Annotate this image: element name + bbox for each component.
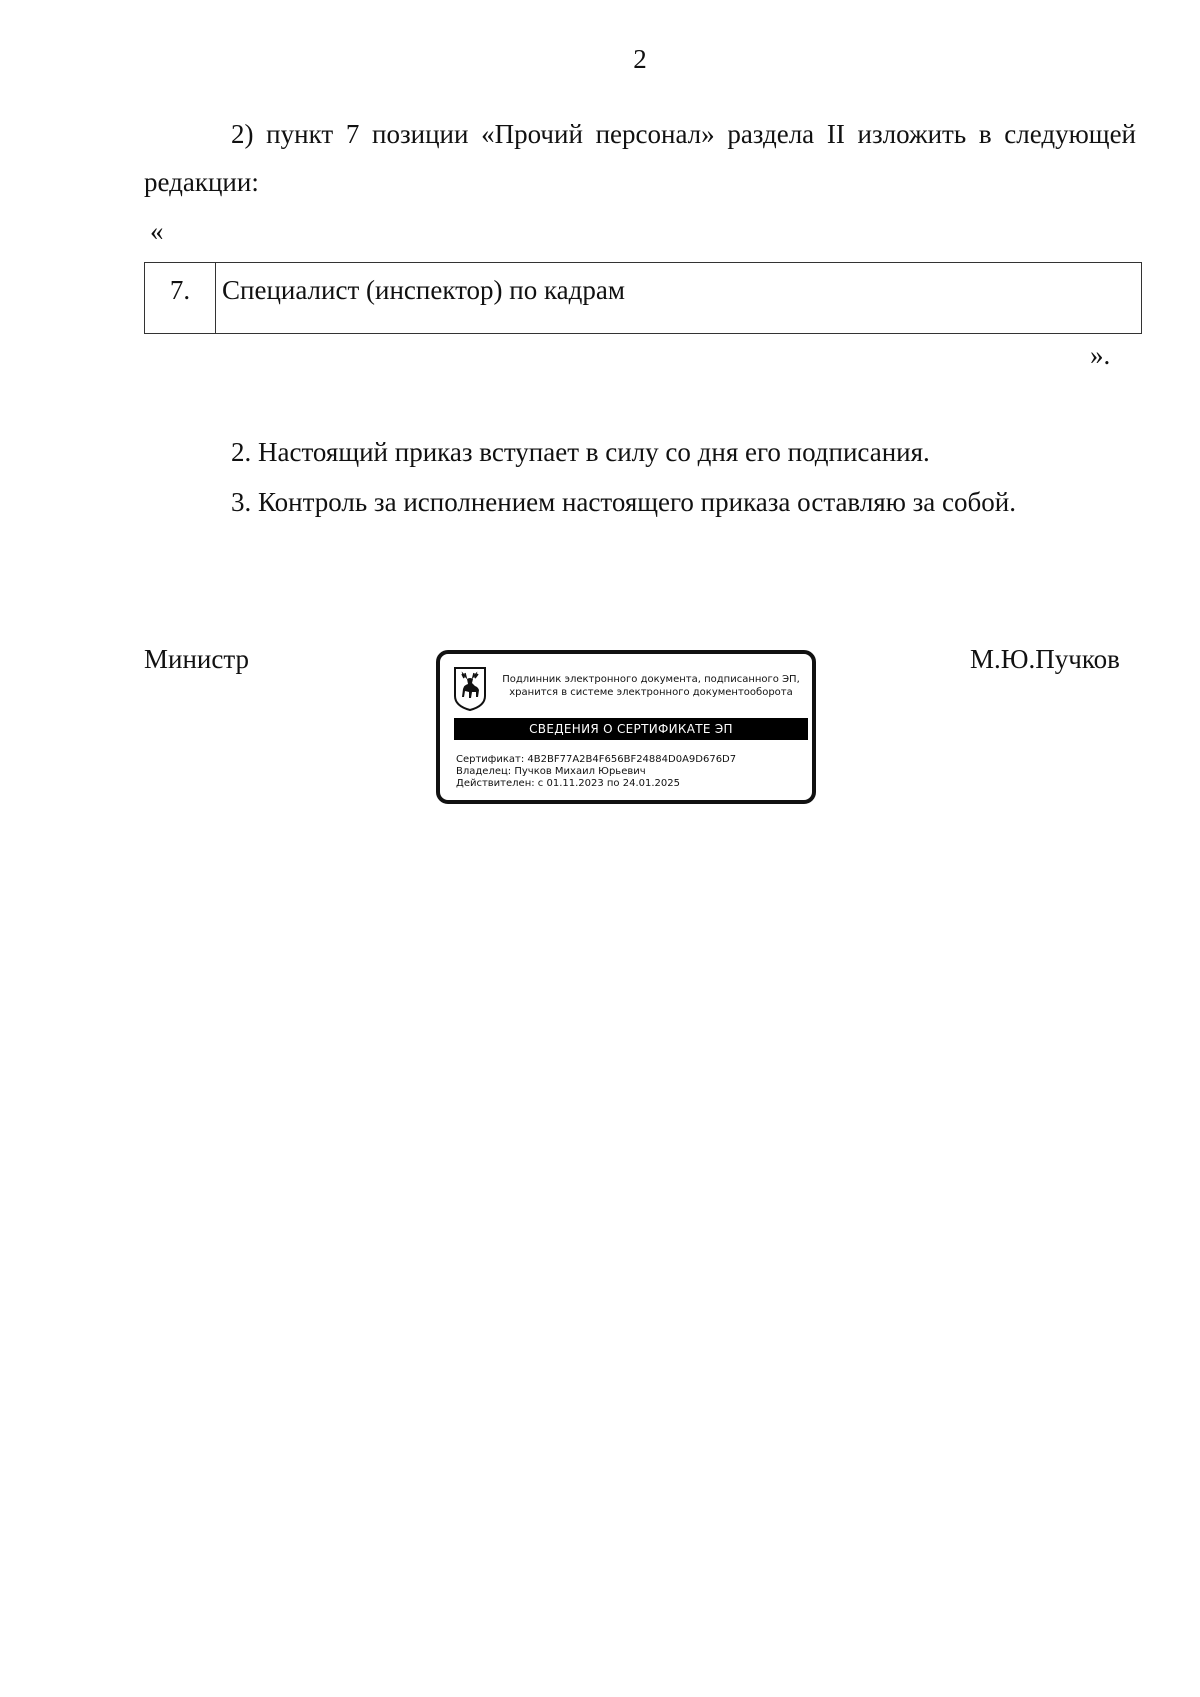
- stamp-header-line-2: хранится в системе электронного документооборота: [509, 687, 793, 698]
- paragraph-item-3: 3. Контроль за исполнением настоящего приказа оставляю за собой.: [231, 487, 1016, 517]
- paragraph-item-2: 2. Настоящий приказ вступает в силу со дня его подписания.: [231, 437, 930, 467]
- deer-emblem-icon: [452, 666, 488, 712]
- paragraph-amendment: 2) пункт 7 позиции «Прочий персонал» раздела II изложить в следующей редакции:: [144, 119, 1136, 197]
- stamp-details: [456, 754, 736, 790]
- signatory-name: М.Ю.Пучков: [970, 644, 1120, 674]
- table-cell-position: Специалист (инспектор) по кадрам: [216, 263, 1142, 334]
- stamp-validity: Действителен: с 01.11.2023 по 24.01.2025: [456, 778, 680, 789]
- position-table: [144, 262, 1142, 334]
- stamp-header: [490, 673, 812, 699]
- stamp-certificate: Сертификат: 4B2BF77A2B4F656BF24884D0A9D676D7: [456, 754, 737, 765]
- closing-quote: ».: [1090, 340, 1111, 370]
- opening-quote: «: [150, 216, 164, 246]
- stamp-banner: СВЕДЕНИЯ О СЕРТИФИКАТЕ ЭП: [454, 718, 808, 740]
- stamp-owner: Владелец: Пучков Михаил Юрьевич: [456, 766, 646, 777]
- electronic-signature-stamp: [436, 650, 816, 804]
- signatory-title: Министр: [144, 644, 249, 674]
- page-number: 2: [633, 44, 647, 74]
- table-row: [145, 263, 1142, 334]
- table-cell-number: 7.: [145, 263, 216, 334]
- stamp-header-line-1: Подлинник электронного документа, подписанного ЭП,: [502, 674, 800, 685]
